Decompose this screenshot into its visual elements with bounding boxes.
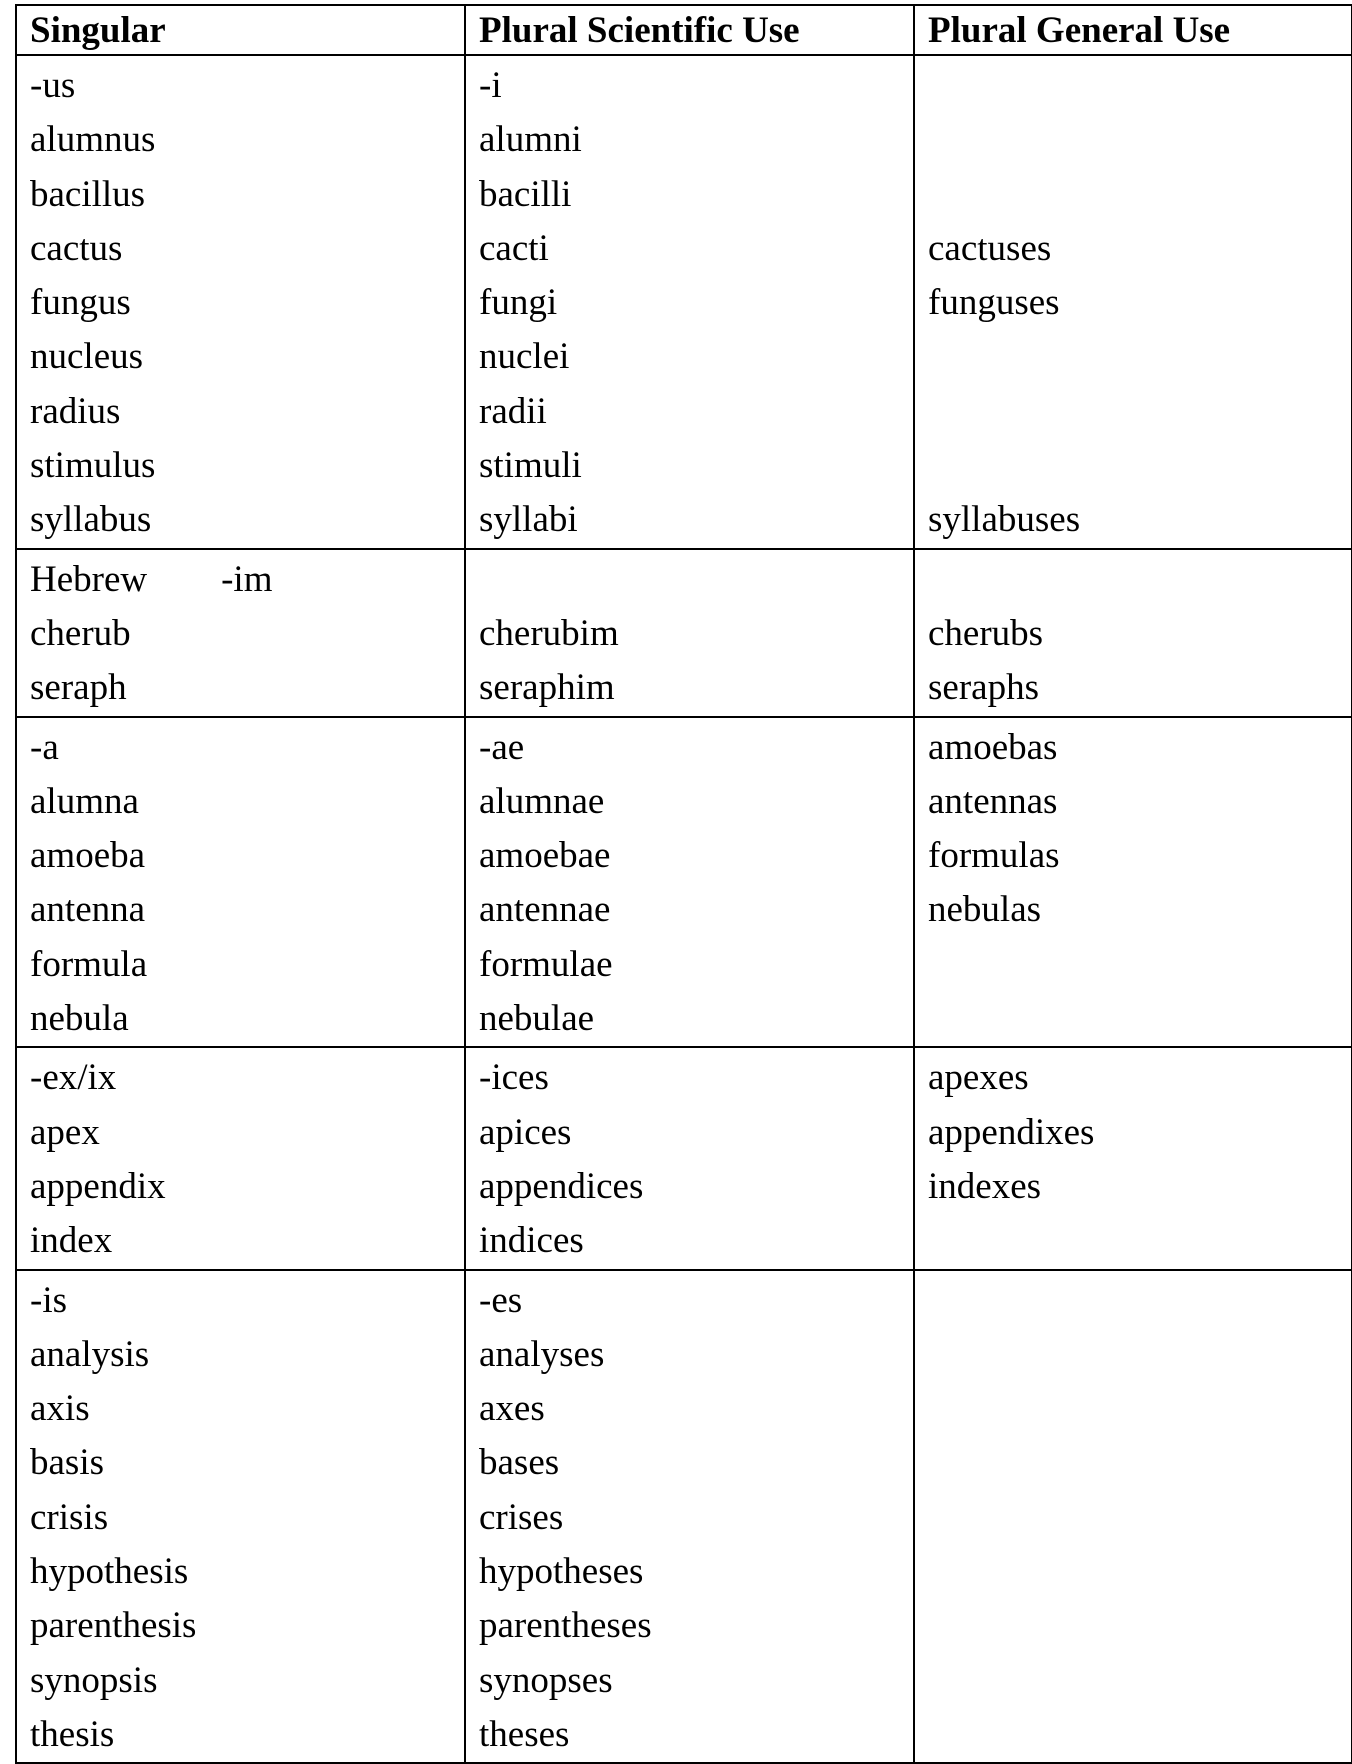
word-line: nuclei <box>479 336 570 378</box>
word-line: fungi <box>479 282 558 324</box>
header-plural-general: Plural General Use <box>914 5 1352 55</box>
word-line: formulae <box>479 943 613 985</box>
cell-singular <box>16 55 465 549</box>
word-line <box>928 1599 1351 1653</box>
cell-plural-general <box>914 1270 1352 1764</box>
word-line: apex <box>30 1111 100 1153</box>
word-line <box>928 168 1351 222</box>
word-line <box>928 1214 1351 1268</box>
word-line: axis <box>30 1388 90 1430</box>
word-line: parenthesis <box>30 1605 197 1647</box>
word-line: bacillus <box>30 173 146 215</box>
word-line: analyses <box>479 1333 605 1375</box>
cell-plural-general <box>914 717 1352 1048</box>
word-line: alumnae <box>479 780 605 822</box>
word-line: crisis <box>30 1496 109 1538</box>
word-line: -a <box>30 726 59 768</box>
word-line: -ae <box>479 726 525 768</box>
cell-plural-scientific <box>465 55 914 549</box>
word-line: formula <box>30 943 148 985</box>
header-plural-scientific: Plural Scientific Use <box>465 5 914 55</box>
word-line: cherub <box>30 612 131 654</box>
cell-plural-scientific <box>465 1270 914 1764</box>
word-line: seraphim <box>479 667 615 709</box>
word-line: crises <box>479 1496 564 1538</box>
word-line: index <box>30 1220 113 1262</box>
word-line <box>928 1382 1351 1436</box>
word-line: nebula <box>30 998 129 1040</box>
word-line: parentheses <box>479 1605 652 1647</box>
cell-singular <box>16 549 465 717</box>
word-line: Hebrew -im <box>30 558 273 600</box>
word-line: cactus <box>30 227 123 269</box>
word-line <box>479 553 913 607</box>
word-line: theses <box>479 1713 570 1755</box>
word-line: -ices <box>479 1057 549 1099</box>
word-line: analysis <box>30 1333 150 1375</box>
cell-singular <box>16 1047 465 1269</box>
table-row <box>16 1270 1352 1764</box>
word-line: -us <box>30 65 76 106</box>
word-line: nucleus <box>30 336 144 378</box>
word-line: funguses <box>928 282 1060 324</box>
cell-singular <box>16 717 465 1048</box>
word-line <box>928 330 1351 384</box>
header-singular: Singular <box>16 5 465 55</box>
word-line <box>928 1274 1351 1328</box>
word-line: indexes <box>928 1165 1042 1207</box>
word-line: indices <box>479 1220 584 1262</box>
word-line: appendixes <box>928 1111 1095 1153</box>
table-row <box>16 717 1352 1048</box>
word-line: alumnus <box>30 119 156 161</box>
word-line: cherubim <box>479 612 619 654</box>
word-line: amoeba <box>30 835 146 877</box>
cell-singular <box>16 1270 465 1764</box>
cell-plural-scientific <box>465 717 914 1048</box>
word-line: antenna <box>30 889 146 931</box>
word-line <box>928 1545 1351 1599</box>
word-line: cherubs <box>928 612 1044 654</box>
word-line <box>928 992 1351 1046</box>
word-line: bases <box>479 1442 560 1484</box>
word-line: alumna <box>30 780 139 822</box>
word-line: radius <box>30 390 121 432</box>
plurals-table <box>15 4 1352 1764</box>
word-line <box>928 439 1351 493</box>
word-line: synopsis <box>30 1659 158 1701</box>
cell-plural-general <box>914 1047 1352 1269</box>
word-line <box>928 553 1351 607</box>
word-line <box>928 1436 1351 1490</box>
word-line: amoebas <box>928 726 1058 768</box>
word-line: fungus <box>30 282 131 324</box>
word-line: stimuli <box>479 445 582 487</box>
table-body <box>16 55 1352 1763</box>
word-line: antennae <box>479 889 611 931</box>
word-line: -ex/ix <box>30 1057 117 1099</box>
word-line <box>928 59 1351 113</box>
word-line <box>928 938 1351 992</box>
word-line: cacti <box>479 227 549 269</box>
word-line: bacilli <box>479 173 572 215</box>
word-line: -es <box>479 1279 523 1321</box>
table-row <box>16 55 1352 549</box>
word-line <box>928 1708 1351 1762</box>
word-line: alumni <box>479 119 582 161</box>
word-line: apices <box>479 1111 572 1153</box>
header-row <box>16 5 1352 55</box>
word-line: -is <box>30 1279 67 1321</box>
word-line: appendix <box>30 1165 166 1207</box>
word-line: axes <box>479 1388 545 1430</box>
word-line <box>928 385 1351 439</box>
table-row <box>16 549 1352 717</box>
word-line <box>928 1654 1351 1708</box>
word-line: -i <box>479 65 502 106</box>
cell-plural-general <box>914 549 1352 717</box>
word-line: thesis <box>30 1713 115 1755</box>
word-line <box>928 1491 1351 1545</box>
word-line: syllabi <box>479 499 578 541</box>
cell-plural-scientific <box>465 1047 914 1269</box>
word-line: basis <box>30 1442 104 1484</box>
word-line: stimulus <box>30 445 156 487</box>
word-line <box>928 113 1351 167</box>
cell-plural-general <box>914 55 1352 549</box>
word-line: nebulae <box>479 998 595 1040</box>
word-line: seraphs <box>928 667 1039 709</box>
word-line: synopses <box>479 1659 613 1701</box>
cell-plural-scientific <box>465 549 914 717</box>
word-line: syllabus <box>30 499 152 541</box>
word-line: cactuses <box>928 227 1052 269</box>
word-line: apexes <box>928 1057 1029 1099</box>
word-line: appendices <box>479 1165 644 1207</box>
word-line: nebulas <box>928 889 1042 931</box>
word-line: formulas <box>928 835 1060 877</box>
word-line: hypotheses <box>479 1551 644 1593</box>
word-line: seraph <box>30 667 127 709</box>
table-row <box>16 1047 1352 1269</box>
word-line: radii <box>479 390 547 432</box>
word-line: hypothesis <box>30 1551 189 1593</box>
word-line: amoebae <box>479 835 611 877</box>
word-line: antennas <box>928 780 1058 822</box>
word-line <box>928 1328 1351 1382</box>
word-line: syllabuses <box>928 499 1081 541</box>
